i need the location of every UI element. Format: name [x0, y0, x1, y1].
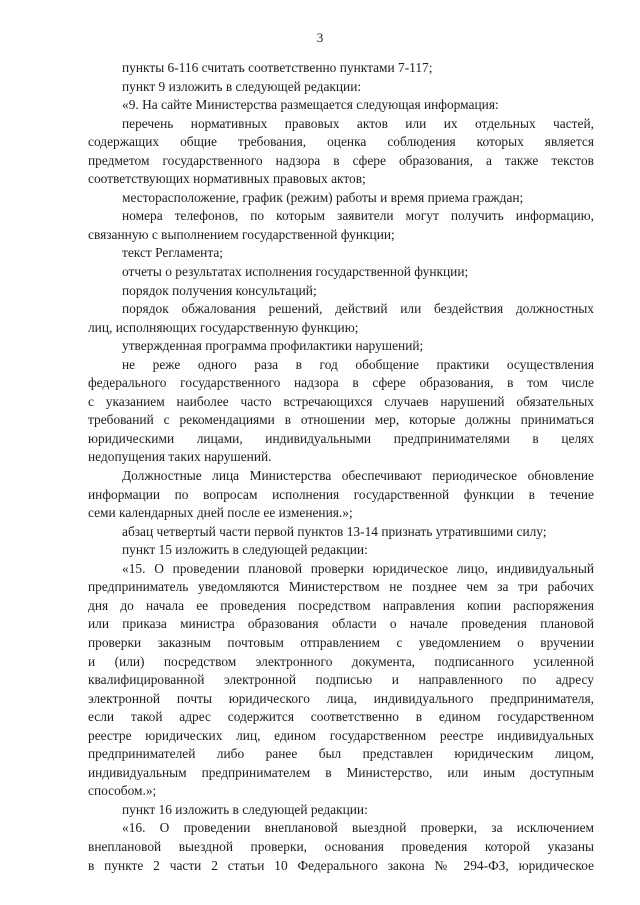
text-line: дня до начала ее проведения посредством направления копии распоряжения — [88, 597, 594, 613]
text-line: Должностные лица Министерства обеспечивают периодическое обновление — [122, 468, 594, 484]
paragraph — [88, 244, 594, 263]
text-line: связанную с выполнением государственной функции; — [88, 226, 395, 242]
text-line: утвержденная программа профилактики нарушений; — [122, 338, 424, 354]
text-line: электронной почты юридического лица, индивидуального предпринимателя, — [88, 690, 594, 706]
text-line: проверки заказным почтовым отправлением с уведомлением о вручении — [88, 634, 594, 650]
text-line: семи календарных дней после ее изменения.»; — [88, 505, 353, 521]
text-line: «16. О проведении внеплановой выездной проверки, за исключением — [122, 820, 594, 836]
paragraph — [88, 189, 594, 208]
text-line: содержащих общие требования, оценка соблюдения которых является — [88, 134, 594, 150]
text-line: не реже одного раза в год обобщение практики осуществления — [122, 356, 594, 372]
text-line: отчеты о результатах исполнения государственной функции; — [122, 264, 469, 280]
text-line: требований с рекомендациями в отношении мер, которые должны приниматься — [88, 412, 594, 428]
paragraph — [88, 282, 594, 301]
text-line: месторасположение, график (режим) работы и время приема граждан; — [122, 189, 524, 205]
text-line: номера телефонов, по которым заявители могут получить информацию, — [122, 208, 594, 224]
paragraph — [88, 263, 594, 282]
text-line: соответствующих нормативных правовых актов; — [88, 171, 366, 187]
text-line: текст Регламента; — [122, 245, 224, 261]
document-body — [88, 59, 594, 875]
paragraph — [88, 801, 594, 820]
text-line: пункт 16 изложить в следующей редакции: — [122, 801, 368, 817]
paragraph — [88, 59, 594, 78]
text-line: лиц, исполняющих государственную функцию; — [88, 319, 359, 335]
paragraph — [88, 96, 594, 115]
text-line: абзац четвертый части первой пунктов 13-14 признать утратившими силу; — [122, 523, 547, 539]
text-line: индивидуальным предпринимателем в Министерство, или иным доступным — [88, 764, 594, 780]
text-line: предприниматель уведомляются Министерством не позднее чем за три рабочих — [88, 579, 594, 595]
text-line: «9. На сайте Министерства размещается следующая информация: — [122, 97, 499, 113]
text-line: порядок получения консультаций; — [122, 282, 317, 298]
text-line: перечень нормативных правовых актов или их отдельных частей, — [122, 115, 594, 131]
paragraph — [88, 78, 594, 97]
paragraph — [88, 560, 594, 801]
paragraph — [88, 300, 594, 337]
paragraph — [88, 115, 594, 189]
text-line: предпринимателей либо ранее был представлен юридическим лицом, — [88, 746, 594, 762]
text-line: пункт 15 изложить в следующей редакции: — [122, 542, 368, 558]
text-line: пункт 9 изложить в следующей редакции: — [122, 78, 362, 94]
text-line: с указанием наиболее часто встречающихся случаев нарушений обязательных — [88, 393, 594, 409]
text-line: недопущения таких нарушений. — [88, 449, 272, 465]
paragraph — [88, 356, 594, 467]
text-line: реестре юридических лиц, едином государственном реестре индивидуальных — [88, 727, 594, 743]
paragraph — [88, 819, 594, 875]
paragraph — [88, 467, 594, 523]
text-line: предметом государственного надзора в сфере образования, а также текстов — [88, 152, 594, 168]
text-line: или приказа министра образования области о начале проведения плановой — [88, 616, 594, 632]
text-line: порядок обжалования решений, действий или бездействия должностных — [122, 301, 594, 317]
text-line: и (или) посредством электронного документа, подписанного усиленной — [88, 653, 594, 669]
text-line: способом.»; — [88, 783, 157, 799]
text-line: «15. О проведении плановой проверки юридическое лицо, индивидуальный — [122, 560, 594, 576]
paragraph — [88, 523, 594, 542]
text-line: федерального государственного надзора в сфере образования, в том числе — [88, 375, 594, 391]
text-line: внеплановой выездной проверки, основания проведения которой указаны — [88, 838, 594, 854]
text-line: информации по вопросам исполнения государственной функции в течение — [88, 486, 594, 502]
text-line: если такой адрес содержится соответственно в едином государственном — [88, 709, 594, 725]
page-number: 3 — [316, 30, 324, 45]
text-line: квалифицированной электронной подписью и направленного по адресу — [88, 672, 594, 688]
text-line: пункты 6-116 считать соответственно пунктами 7-117; — [122, 60, 433, 75]
text-line: в пункте 2 части 2 статьи 10 Федерального закона № 294-ФЗ, юридическое — [88, 857, 594, 873]
paragraph — [88, 207, 594, 244]
text-line: юридическими лицами, индивидуальными предпринимателями в целях — [88, 430, 594, 446]
paragraph — [88, 337, 594, 356]
paragraph — [88, 541, 594, 560]
